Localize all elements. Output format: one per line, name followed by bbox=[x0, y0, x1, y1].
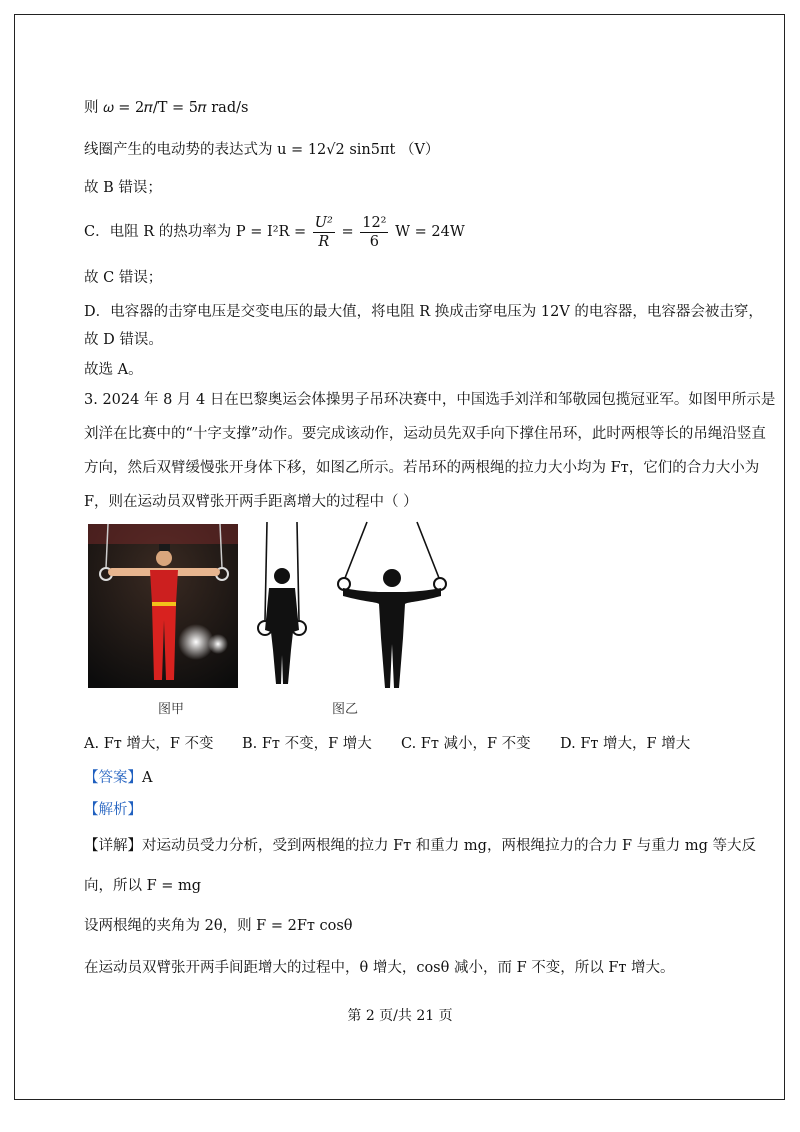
option-b: B. Fᴛ 不变，F 增大 bbox=[242, 736, 372, 752]
option-a: A. Fᴛ 增大，F 不变 bbox=[84, 736, 214, 752]
option-c: C. Fᴛ 减小，F 不变 bbox=[401, 736, 531, 752]
power-formula bbox=[84, 212, 465, 252]
d-explanation: D．电容器的击穿电压是交变电压的最大值，将电阻 R 换成击穿电压为 12V 的电容器，电容器会被击穿， bbox=[84, 304, 763, 320]
power-prefix: C．电阻 R 的热功率为 P = I²R = bbox=[84, 224, 311, 240]
figure-photo-gymnast bbox=[88, 524, 238, 688]
question-line-3: 方向，然后双臂缓慢张开身体下移，如图乙所示。若吊环的两根绳的拉力大小均为 Fᴛ，它们的合力大小为 bbox=[84, 460, 760, 476]
choose-a: 故选 A。 bbox=[84, 362, 143, 378]
d-wrong: 故 D 错误。 bbox=[84, 332, 163, 348]
emf-expression: 线圈产生的电动势的表达式为 u = 12√2 sin5πt （V） bbox=[84, 142, 440, 158]
c-wrong: 故 C 错误； bbox=[84, 270, 163, 286]
power-suffix: W = 24W bbox=[395, 224, 465, 240]
fraction-numerator: 12² bbox=[362, 214, 387, 231]
figure-b-caption: 图乙 bbox=[332, 702, 359, 717]
detail-line-3: 设两根绳的夹角为 2θ，则 F = 2Fᴛ cosθ bbox=[84, 918, 353, 934]
formula-omega: 则 𝜔 = 2𝜋/T = 5𝜋 rad/s bbox=[84, 100, 249, 116]
b-wrong: 故 B 错误； bbox=[84, 180, 162, 196]
detail-line-2: 向，所以 F = mg bbox=[84, 878, 202, 894]
answer-label: 【答案】 bbox=[84, 770, 142, 786]
silhouette-cross bbox=[338, 522, 446, 688]
question-line-4: F，则在运动员双臂张开两手距离增大的过程中（ ） bbox=[84, 494, 418, 510]
analysis-label: 【解析】 bbox=[84, 802, 142, 818]
answer-value: A bbox=[142, 770, 153, 786]
option-d: D. Fᴛ 增大，F 增大 bbox=[560, 736, 691, 752]
page-footer: 第 2 页/共 21 页 bbox=[347, 1008, 453, 1024]
answer bbox=[84, 768, 152, 788]
fraction-numerator: U² bbox=[314, 214, 333, 231]
fraction-u2-r bbox=[313, 214, 335, 251]
fraction-12-6 bbox=[360, 214, 388, 251]
detail-line-4: 在运动员双臂张开两手间距增大的过程中，θ 增大，cosθ 减小，而 F 不变，所以 Fᴛ 增大。 bbox=[84, 960, 675, 976]
silhouette-arms-down bbox=[258, 522, 306, 684]
fraction-denominator: 6 bbox=[369, 233, 379, 250]
question-line-2: 刘洋在比赛中的“十字支撑”动作。要完成该动作，运动员先双手向下撑住吊环，此时两根等长的吊绳沿竖直 bbox=[84, 426, 766, 442]
power-equals: = bbox=[341, 224, 359, 240]
fraction-denominator: R bbox=[318, 233, 330, 250]
figure-silhouettes bbox=[255, 520, 455, 690]
detail-line-1: 【详解】对运动员受力分析，受到两根绳的拉力 Fᴛ 和重力 mg，两根绳拉力的合力 F 与重力 mg 等大反 bbox=[84, 838, 756, 854]
question-line-1: 3. 2024 年 8 月 4 日在巴黎奥运会体操男子吊环决赛中，中国选手刘洋和邹敬园包揽冠亚军。如图甲所示是 bbox=[84, 392, 776, 408]
figure-a-caption: 图甲 bbox=[158, 702, 185, 717]
